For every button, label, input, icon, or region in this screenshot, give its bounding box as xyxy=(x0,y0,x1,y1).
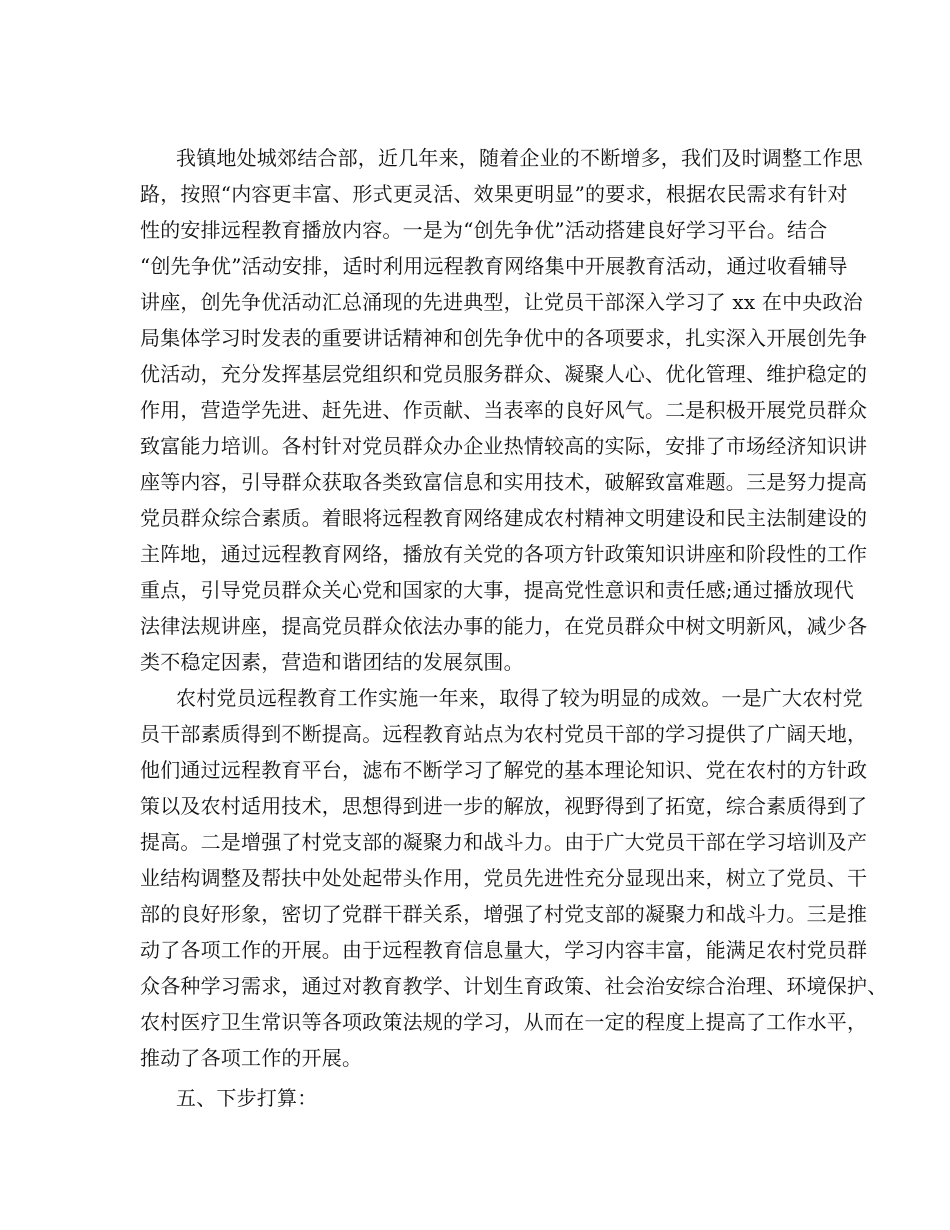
paragraph-line: 我镇地处城郊结合部，近几年来，随着企业的不断增多，我们及时调整工作思 xyxy=(176,146,863,170)
paragraph-line: 主阵地，通过远程教育网络，播放有关党的各项方针政策知识讲座和阶段性的工作 xyxy=(140,542,868,566)
paragraph-line: 他们通过远程教育平台，滤布不断学习了解党的基本理论知识、党在农村的方针政 xyxy=(140,758,868,782)
paragraph-line: 局集体学习时发表的重要讲话精神和创先争优中的各项要求，扎实深入开展创先争 xyxy=(140,326,868,350)
paragraph-line: 类不稳定因素，营造和谐团结的发展氛围。 xyxy=(140,650,524,674)
paragraph-line: 众各种学习需求，通过对教育教学、计划生育政策、社会治安综合治理、环境保护、 xyxy=(140,974,888,998)
paragraph-line: 业结构调整及帮扶中处处起带头作用，党员先进性充分显现出来，树立了党员、干 xyxy=(140,866,868,890)
paragraph-line: 党员群众综合素质。着眼将远程教育网络建成农村精神文明建设和民主法制建设的 xyxy=(140,506,868,530)
paragraph-line: 部的良好形象，密切了党群干群关系，增强了村党支部的凝聚力和战斗力。三是推 xyxy=(140,902,868,926)
paragraph-line: 法律法规讲座，提高党员群众依法办事的能力，在党员群众中树文明新风，减少各 xyxy=(140,614,868,638)
paragraph-line: 农村党员远程教育工作实施一年来，取得了较为明显的成效。一是广大农村党 xyxy=(176,686,863,710)
paragraph-line: 提高。二是增强了村党支部的凝聚力和战斗力。由于广大党员干部在学习培训及产 xyxy=(140,830,868,854)
paragraph-line: “创先争优”活动安排，适时利用远程教育网络集中开展教育活动，通过收看辅导 xyxy=(140,254,848,278)
paragraph-line: 座等内容，引导群众获取各类致富信息和实用技术，破解致富难题。三是努力提高 xyxy=(140,470,868,494)
paragraph-line: 路，按照“内容更丰富、形式更灵活、效果更明显”的要求，根据农民需求有针对 xyxy=(140,182,848,206)
paragraph-line: 优活动，充分发挥基层党组织和党员服务群众、凝聚人心、优化管理、维护稳定的 xyxy=(140,362,868,386)
section-heading: 五、下步打算： xyxy=(176,1086,318,1110)
paragraph-line: 员干部素质得到不断提高。远程教育站点为农村党员干部的学习提供了广阔天地， xyxy=(140,722,868,746)
paragraph-line: 性的安排远程教育播放内容。一是为“创先争优”活动搭建良好学习平台。结合 xyxy=(140,218,828,242)
paragraph-line: 讲座，创先争优活动汇总涌现的先进典型，让党员干部深入学习了 xx 在中央政治 xyxy=(140,290,863,314)
paragraph-line: 致富能力培训。各村针对党员群众办企业热情较高的实际，安排了市场经济知识讲 xyxy=(140,434,868,458)
paragraph-line: 推动了各项工作的开展。 xyxy=(140,1046,363,1070)
paragraph-line: 农村医疗卫生常识等各项政策法规的学习，从而在一定的程度上提高了工作水平， xyxy=(140,1010,868,1034)
paragraph-line: 作用，营造学先进、赶先进、作贡献、当表率的良好风气。二是积极开展党员群众 xyxy=(140,398,868,422)
paragraph-line: 策以及农村适用技术，思想得到进一步的解放，视野得到了拓宽，综合素质得到了 xyxy=(140,794,868,818)
paragraph-line: 动了各项工作的开展。由于远程教育信息量大，学习内容丰富，能满足农村党员群 xyxy=(140,938,868,962)
paragraph-line: 重点，引导党员群众关心党和国家的大事，提高党性意识和责任感;通过播放现代 xyxy=(140,578,854,602)
